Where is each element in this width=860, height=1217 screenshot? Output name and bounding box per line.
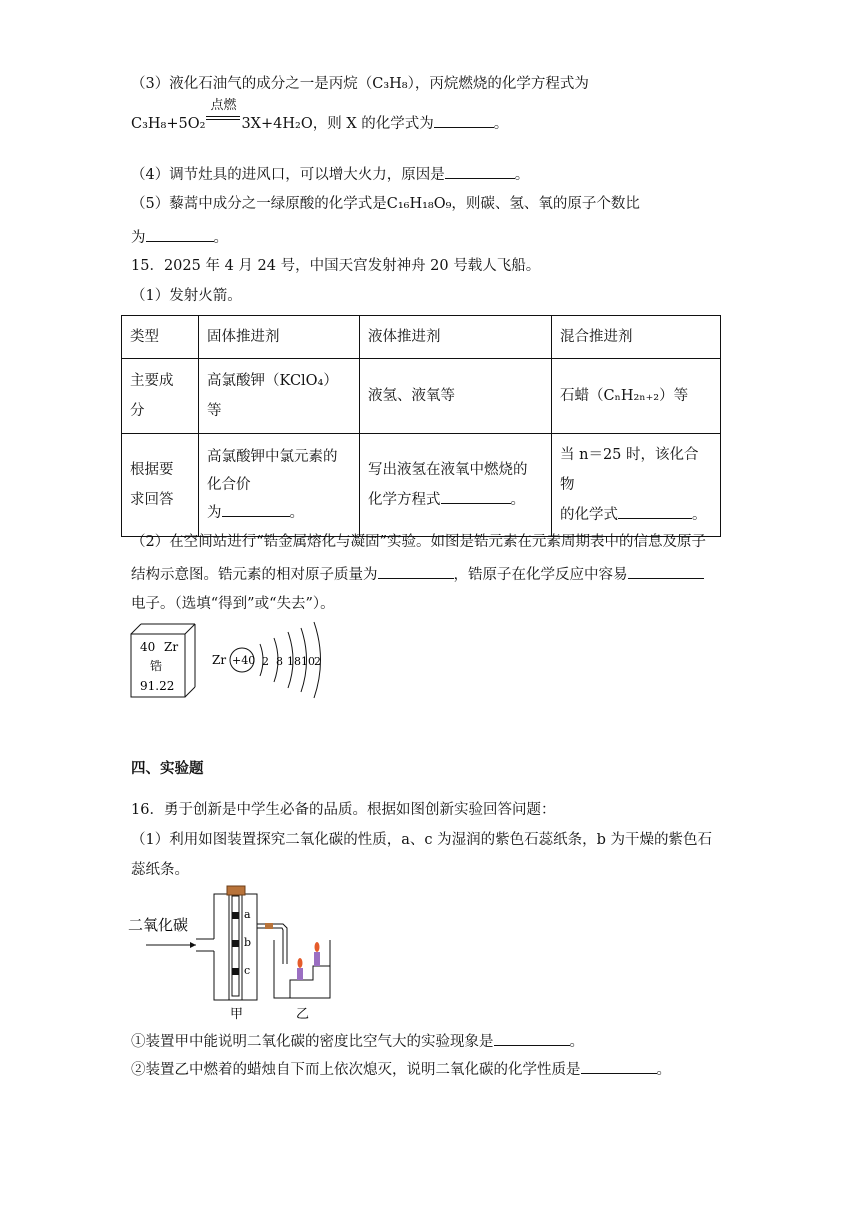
table-cell: 当 n＝25 时，该化合物 的化学式 。 — [552, 434, 721, 537]
table-cell: 高氯酸钾中氯元素的 化合价 为 。 — [199, 434, 360, 537]
answer-blank[interactable] — [434, 112, 494, 128]
q14-part3-line1: （3）液化石油气的成分之一是丙烷（C₃H₈），丙烷燃烧的化学方程式为 — [131, 76, 589, 92]
atomic-mass: 91.22 — [140, 679, 175, 693]
q15-part1: （1）发射火箭。 — [131, 288, 242, 304]
q16-part1-line2: 蕊纸条。 — [131, 862, 189, 878]
label-yi: 乙 — [296, 1007, 310, 1022]
q14-part4: （4）调节灶具的进风口，可以增大火力，原因是 。 — [131, 163, 529, 185]
q16-question-1: ①装置甲中能说明二氧化碳的密度比空气大的实验现象是 。 — [131, 1030, 584, 1052]
equation-right: 3X+4H₂O，则 X 的化学式为 — [241, 116, 434, 132]
reaction-condition: 点燃 — [206, 108, 240, 128]
candle-lower — [297, 968, 303, 980]
q14-part5-line2: 为 。 — [131, 226, 228, 248]
table-header: 固体推进剂 — [199, 316, 360, 359]
shell-5-count: 2 — [314, 655, 321, 668]
table-cell: 高氯酸钾（KClO₄） 等 — [199, 359, 360, 434]
strip-b — [232, 940, 239, 947]
shell-1-count: 2 — [262, 655, 269, 668]
element-name: 锆 — [150, 659, 163, 673]
q16-stem: 16．勇于创新是中学生必备的品质。根据如图创新实验回答问题： — [131, 802, 556, 818]
table-header: 混合推进剂 — [552, 316, 721, 359]
answer-blank[interactable] — [628, 563, 704, 579]
answer-blank[interactable] — [222, 501, 290, 517]
gas-label: 二氧化碳 — [128, 916, 189, 934]
table-header: 液体推进剂 — [360, 316, 552, 359]
table-row — [122, 434, 721, 537]
q16-question-2: ②装置乙中燃着的蜡烛自下而上依次熄灭，说明二氧化碳的化学性质是 。 — [131, 1058, 671, 1080]
table-cell: 根据要 求回答 — [122, 434, 199, 537]
candle-upper — [314, 952, 320, 966]
atomic-number: 40 — [140, 640, 156, 654]
answer-blank[interactable] — [581, 1058, 657, 1074]
shell-2-count: 8 — [276, 655, 283, 668]
flame-upper — [315, 942, 320, 952]
q15-stem: 15．2025 年 4 月 24 号，中国天宫发射神舟 20 号载人飞船。 — [131, 258, 541, 274]
table-cell: 写出液氢在液氧中燃烧的 化学方程式 。 — [360, 434, 552, 537]
section-heading: 四、实验题 — [131, 761, 204, 777]
element-symbol: Zr — [164, 640, 179, 654]
strip-c — [232, 968, 239, 975]
strip-b-label: b — [244, 936, 252, 949]
tube-connector — [265, 923, 273, 929]
delivery-tube — [257, 924, 287, 964]
flame-lower — [298, 958, 303, 968]
answer-blank[interactable] — [146, 226, 214, 242]
strip-c-label: c — [244, 964, 251, 977]
q14-equation: C₃H₈+5O₂ 点燃 3X+4H₂O，则 X 的化学式为 。 — [131, 98, 509, 132]
table-row — [122, 359, 721, 434]
table-cell: 主要成 分 — [122, 359, 199, 434]
q15-part2-line2: 结构示意图。锆元素的相对原子质量为 ，锆原子在化学反应中容易 — [131, 563, 704, 585]
q15-part2-line3: 电子。（选填“得到”或“失去”）。 — [131, 596, 335, 612]
table-header: 类型 — [122, 316, 199, 359]
answer-blank[interactable] — [618, 503, 692, 519]
co2-apparatus-figure — [128, 882, 348, 1022]
answer-blank[interactable] — [441, 488, 511, 504]
propellant-table — [121, 315, 721, 537]
q14-part5-line1: （5）藜蒿中成分之一绿原酸的化学式是C₁₆H₁₈O₉，则碳、氢、氧的原子个数比 — [131, 196, 640, 212]
shell-4-count: 10 — [301, 655, 315, 668]
zirconium-diagram — [128, 618, 348, 702]
q15-part2-line1: （2）在空间站进行“锆金属熔化与凝固”实验。如图是锆元素在元素周期表中的信息及原子 — [131, 534, 707, 550]
answer-blank[interactable] — [378, 563, 454, 579]
strip-a-label: a — [244, 908, 251, 921]
answer-blank[interactable] — [445, 163, 515, 179]
table-cell: 液氢、液氧等 — [360, 359, 552, 434]
label-jia: 甲 — [230, 1007, 244, 1022]
strip-a — [232, 912, 239, 919]
table-cell: 石蜡（CₙH₂ₙ₊₂）等 — [552, 359, 721, 434]
equation-left: C₃H₈+5O₂ — [131, 116, 206, 132]
table-header-row — [122, 316, 721, 359]
shell-3-count: 18 — [287, 655, 301, 668]
answer-blank[interactable] — [494, 1030, 570, 1046]
q16-part1-line1: （1）利用如图装置探究二氧化碳的性质，a、c 为湿润的紫色石蕊纸条，b 为干燥的紫色石 — [131, 832, 712, 848]
stopper — [227, 886, 245, 895]
atom-symbol: Zr — [212, 653, 227, 667]
nucleus-charge: +40 — [232, 654, 256, 667]
